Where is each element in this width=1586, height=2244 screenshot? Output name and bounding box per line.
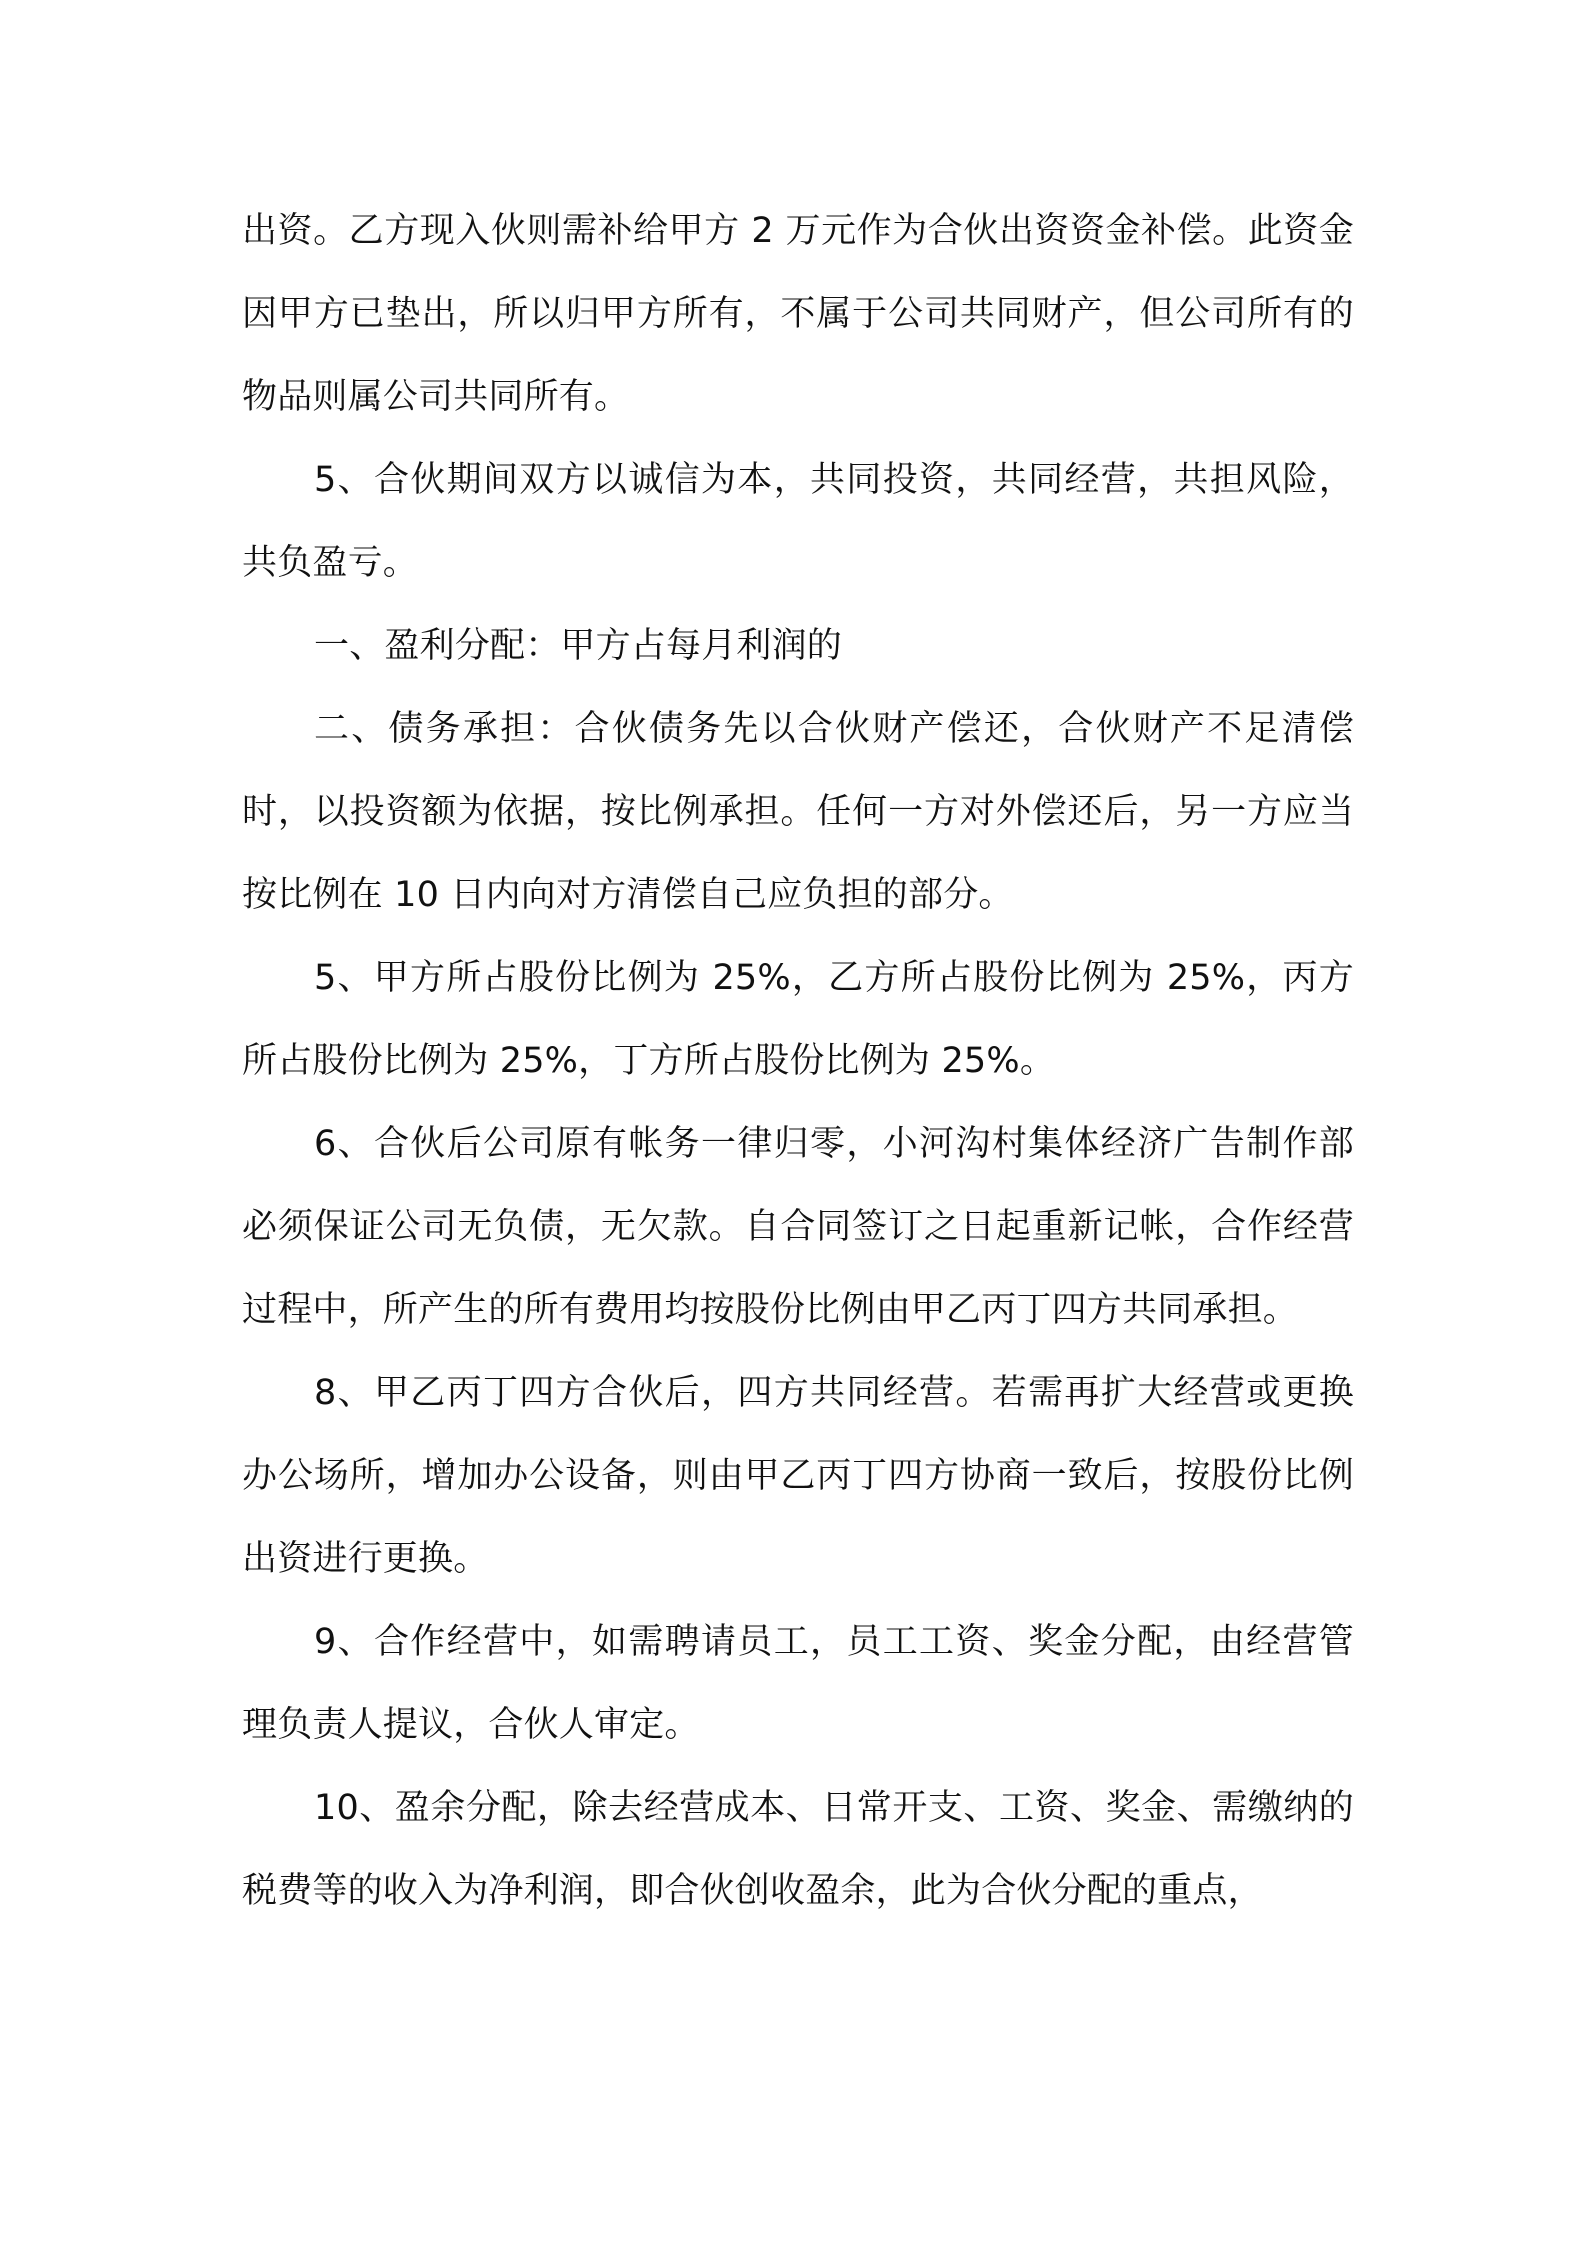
paragraph-clause-5-integrity: 5、合伙期间双方以诚信为本，共同投资，共同经营，共担风险，共负盈亏。 xyxy=(242,460,1354,583)
paragraph-profit-distribution: 一、盈利分配：甲方占每月利润的 xyxy=(314,626,843,666)
paragraph-debt-bearing: 二、债务承担：合伙债务先以合伙财产偿还，合伙财产不足清偿时，以投资额为依据，按比例承担。任何一方对外偿还后，另一方应当按比例在 10 日内向对方清偿自己应负担的部分。 xyxy=(242,709,1354,915)
paragraph-capital-compensation: 出资。乙方现入伙则需补给甲方 2 万元作为合伙出资资金补偿。此资金因甲方已垫出，所以归甲方所有，不属于公司共同财产，但公司所有的物品则属公司共同所有。 xyxy=(242,211,1354,417)
document-body xyxy=(242,190,1354,1933)
paragraph-clause-6-accounts: 6、合伙后公司原有帐务一律归零，小河沟村集体经济广告制作部必须保证公司无负债，无欠款。自合同签订之日起重新记帐，合作经营过程中，所产生的所有费用均按股份比例由甲乙丙丁四方共同承担。 xyxy=(242,1124,1354,1330)
paragraph-clause-8-expansion: 8、甲乙丙丁四方合伙后，四方共同经营。若需再扩大经营或更换办公场所，增加办公设备，则由甲乙丙丁四方协商一致后，按股份比例出资进行更换。 xyxy=(242,1373,1354,1579)
paragraph-clause-9-staff: 9、合作经营中，如需聘请员工，员工工资、奖金分配，由经营管理负责人提议，合伙人审定。 xyxy=(242,1622,1354,1745)
paragraph-clause-5-shares: 5、甲方所占股份比例为 25%，乙方所占股份比例为 25%，丙方所占股份比例为 25%，丁方所占股份比例为 25%。 xyxy=(242,958,1354,1081)
paragraph-clause-10-surplus: 10、盈余分配，除去经营成本、日常开支、工资、奖金、需缴纳的税费等的收入为净利润，即合伙创收盈余，此为合伙分配的重点， xyxy=(242,1788,1354,1911)
